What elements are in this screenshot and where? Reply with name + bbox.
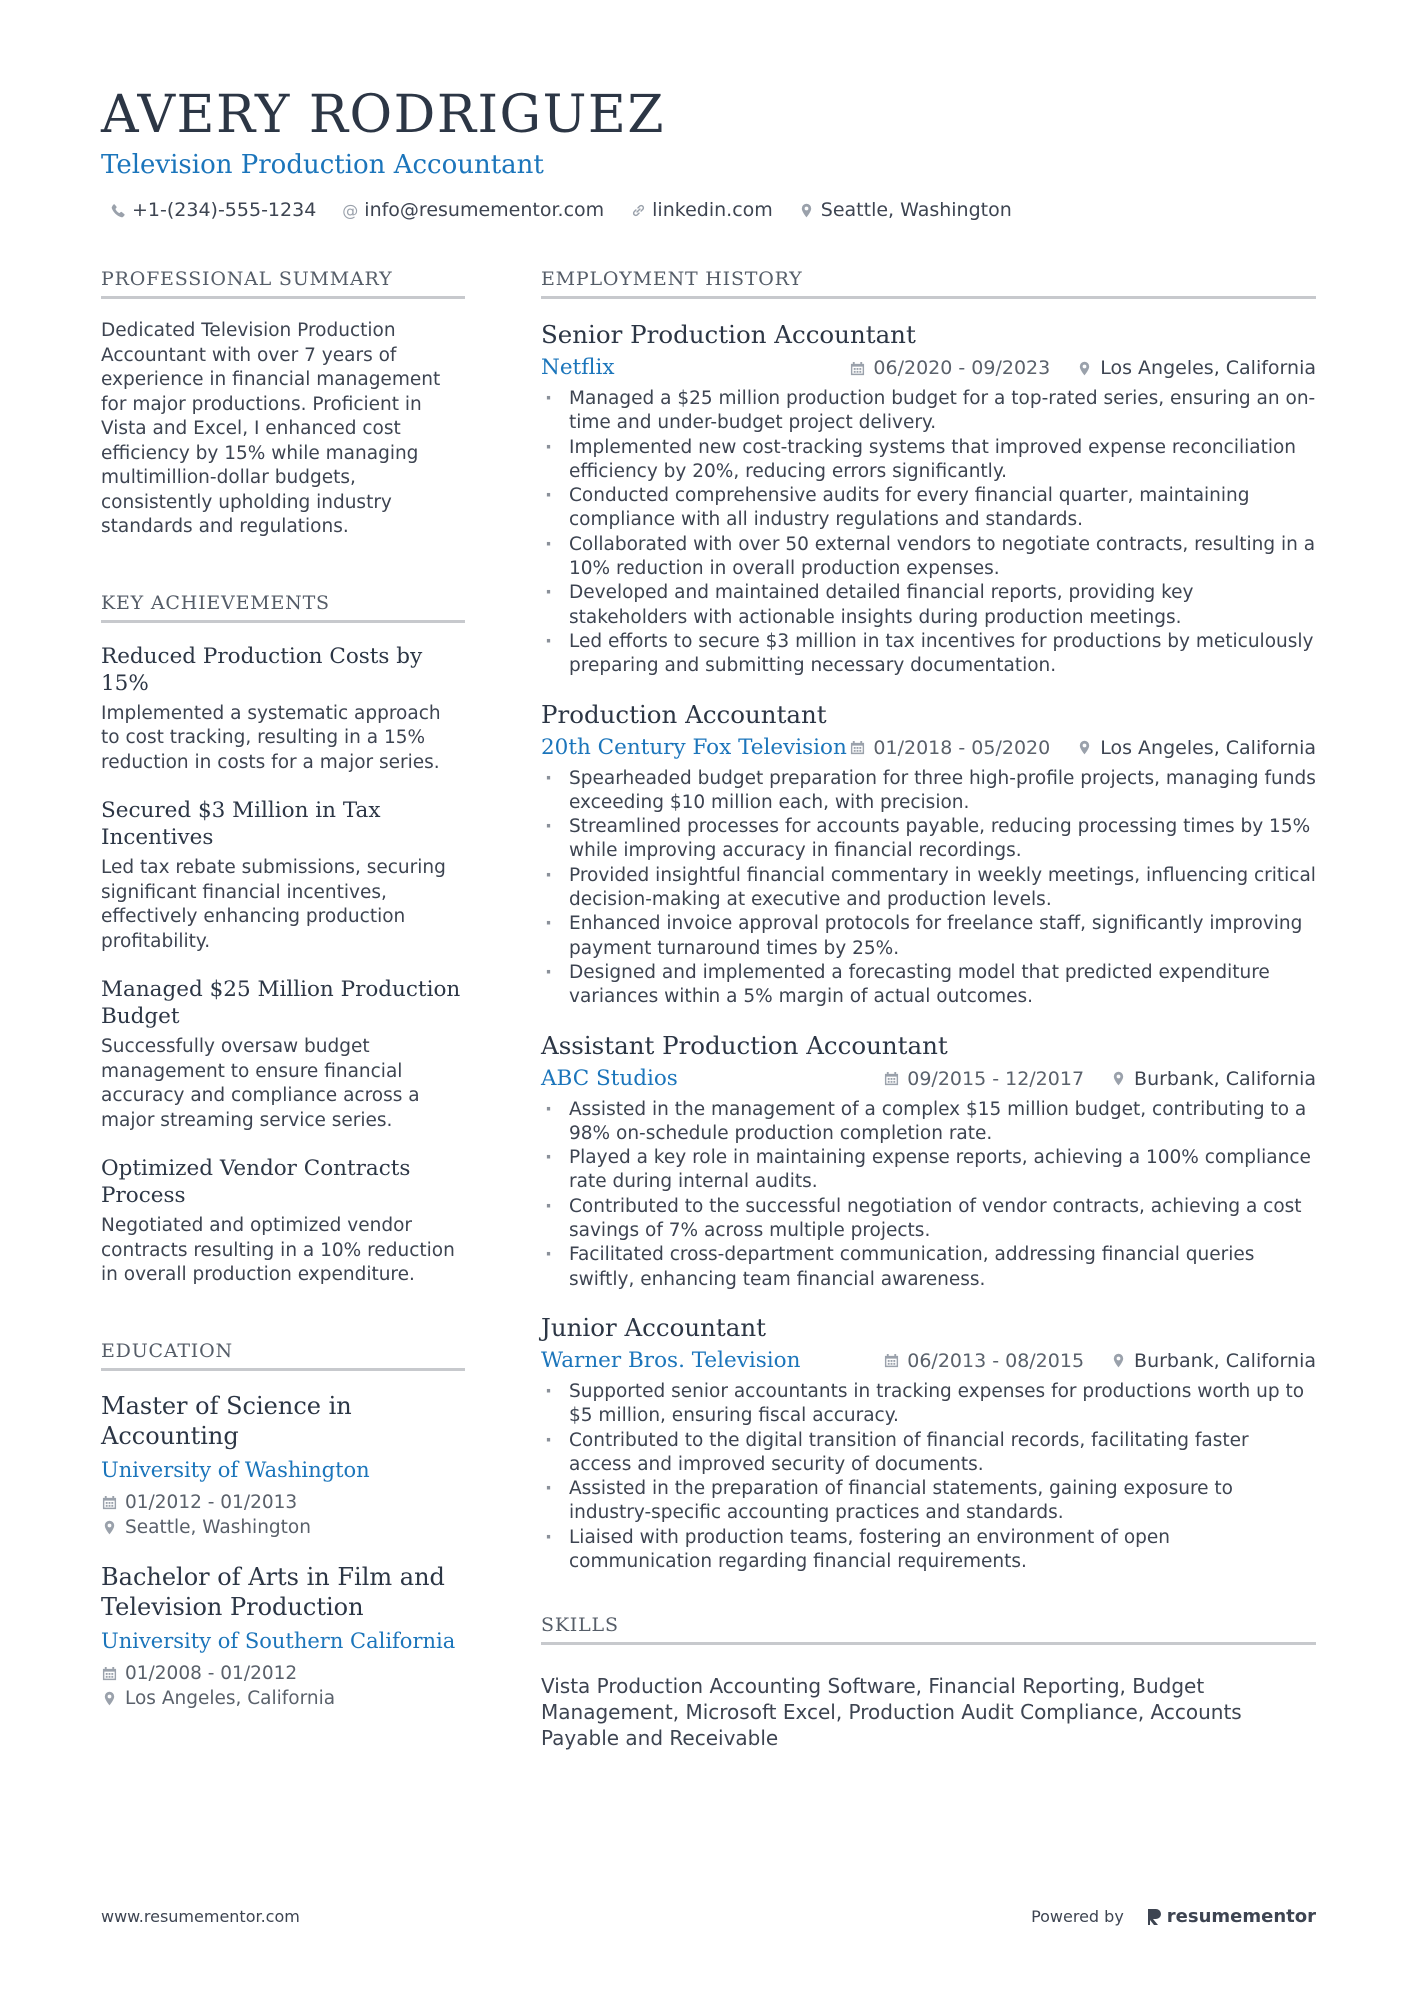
- achievement-item: [101, 976, 465, 1133]
- footer-website-link[interactable]: www.resumementor.com: [101, 1907, 300, 1926]
- map-pin-icon: [799, 201, 815, 219]
- job-entry: [541, 319, 1316, 679]
- summary-heading: PROFESSIONAL SUMMARY: [101, 268, 465, 299]
- job-bullets: [541, 767, 1316, 1010]
- job-entry: [541, 699, 1316, 1010]
- map-pin-icon: [1076, 739, 1092, 757]
- job-location: [1110, 1068, 1316, 1090]
- job-location: [1076, 357, 1316, 379]
- brand-logo-icon: [1146, 1907, 1162, 1927]
- job-dates: [849, 737, 1050, 759]
- achievements-section: [101, 592, 465, 1288]
- contact-email[interactable]: [342, 199, 604, 221]
- job-meta-row: [541, 1064, 1316, 1094]
- job-bullet: · Facilitated cross-department communication, addressing financial queries swiftly, enhancing team financial awareness.: [541, 1243, 1316, 1292]
- resume-header: [101, 82, 1321, 221]
- job-location-text: Los Angeles, California: [1100, 357, 1316, 379]
- job-dates: [849, 357, 1050, 379]
- job-title: Junior Accountant: [541, 1312, 766, 1342]
- job-location-text: Burbank, California: [1134, 1067, 1316, 1090]
- company-name: ABC Studios: [541, 1065, 678, 1091]
- job-entry: [541, 1030, 1316, 1292]
- company-name: Warner Bros. Television: [541, 1347, 801, 1373]
- education-dates: [101, 1490, 465, 1515]
- map-pin-icon: [1110, 1352, 1126, 1370]
- job-bullets: [541, 387, 1316, 679]
- job-bullet: · Conducted comprehensive audits for every financial quarter, maintaining compliance with all industry regulations and standards.: [541, 484, 1316, 533]
- education-location-text: Seattle, Washington: [125, 1516, 311, 1538]
- candidate-name: AVERY RODRIGUEZ: [101, 85, 666, 145]
- school-name: University of Southern California: [101, 1628, 456, 1653]
- brand-logo[interactable]: [1146, 1906, 1316, 1927]
- right-column: [541, 268, 1316, 1751]
- employment-heading: EMPLOYMENT HISTORY: [541, 268, 1316, 299]
- link-icon: [630, 201, 646, 219]
- skills-section: [541, 1614, 1316, 1751]
- job-meta-row: [541, 353, 1316, 383]
- education-item: [101, 1562, 465, 1711]
- achievement-text: Successfully oversaw budget management to ensure financial accuracy and compliance across a major streaming service series.: [101, 1036, 420, 1131]
- education-dates-text: 01/2012 - 01/2013: [125, 1491, 298, 1513]
- contact-bar: [101, 199, 1321, 221]
- skills-text: Vista Production Accounting Software, Financial Reporting, Budget Management, Microsoft Excel, Production Audit Compliance, Accounts Payable and Receivable: [541, 1674, 1242, 1751]
- job-location: [1110, 1350, 1316, 1372]
- achievement-item: [101, 1155, 465, 1288]
- summary-text: Dedicated Television Production Accountant with over 7 years of experience in financial management for major productions. Proficient in Vista and Excel, I enhanced cost efficiency by 15% while managing multimillion-dollar budgets, consistently upholding industry standards and regulations.: [101, 320, 441, 537]
- calendar-icon: [883, 1070, 899, 1088]
- map-pin-icon: [1076, 359, 1092, 377]
- job-bullet: · Spearheaded budget preparation for three high-profile projects, managing funds exceeding $10 million each, with precision.: [541, 767, 1316, 816]
- job-dates: [883, 1068, 1084, 1090]
- skills-heading: SKILLS: [541, 1614, 1316, 1645]
- map-pin-icon: [101, 1689, 117, 1707]
- job-meta-row: [541, 1346, 1316, 1376]
- job-dates-text: 01/2018 - 05/2020: [873, 736, 1051, 759]
- education-section: [101, 1340, 465, 1711]
- powered-by-label: Powered by: [1031, 1907, 1124, 1926]
- at-icon: @: [342, 200, 359, 220]
- achievement-text: Implemented a systematic approach to cost tracking, resulting in a 15% reduction in costs for a major series.: [101, 702, 441, 773]
- job-bullet: · Enhanced invoice approval protocols for freelance staff, significantly improving payment turnaround times by 25%.: [541, 912, 1316, 961]
- job-location-text: Burbank, California: [1134, 1349, 1316, 1372]
- job-meta: [883, 1068, 1316, 1090]
- job-entry: [541, 1312, 1316, 1574]
- achievements-heading: KEY ACHIEVEMENTS: [101, 592, 465, 623]
- location-text: Seattle, Washington: [820, 199, 1012, 221]
- job-title: Senior Production Accountant: [541, 320, 916, 349]
- email-text: info@resumementor.com: [364, 199, 605, 221]
- achievement-title: Managed $25 Million Production Budget: [101, 977, 461, 1029]
- job-bullet: · Provided insightful financial commentary in weekly meetings, influencing critical decision-making at executive and production levels.: [541, 864, 1316, 913]
- map-pin-icon: [101, 1518, 117, 1536]
- achievement-title: Optimized Vendor Contracts Process: [101, 1156, 411, 1208]
- job-bullet: · Assisted in the management of a complex $15 million budget, contributing to a 98% on-schedule production completion rate.: [541, 1098, 1316, 1147]
- contact-linkedin[interactable]: [630, 199, 773, 221]
- brand-name: resumementor: [1166, 1906, 1316, 1927]
- education-location: [101, 1515, 465, 1540]
- job-location: [1076, 737, 1316, 759]
- job-bullet: · Contributed to the digital transition of financial records, facilitating faster access and improved security of documents.: [541, 1429, 1316, 1478]
- job-dates-text: 06/2020 - 09/2023: [873, 357, 1051, 379]
- left-column: [101, 268, 465, 1733]
- job-bullet: · Managed a $25 million production budget for a top-rated series, ensuring an on-time and under-budget project delivery.: [541, 387, 1316, 436]
- employment-section: [541, 268, 1316, 1574]
- calendar-icon: [101, 1493, 117, 1511]
- job-bullet: · Contributed to the successful negotiation of vendor contracts, achieving a cost savings of 7% across multiple projects.: [541, 1195, 1316, 1244]
- contact-location: [799, 199, 1012, 221]
- job-bullets: [541, 1098, 1316, 1292]
- job-bullet: · Developed and maintained detailed financial reports, providing key stakeholders with actionable insights during production meetings.: [541, 581, 1316, 630]
- job-dates-text: 06/2013 - 08/2015: [907, 1349, 1085, 1372]
- education-dates: [101, 1661, 465, 1686]
- powered-by: [1031, 1906, 1316, 1927]
- job-title: Assistant Production Accountant: [541, 1030, 948, 1060]
- degree-title: Bachelor of Arts in Film and Television Production: [101, 1562, 445, 1621]
- job-meta: [849, 357, 1316, 379]
- job-dates: [883, 1350, 1084, 1372]
- job-bullet: · Implemented new cost-tracking systems that improved expense reconciliation efficiency by 20%, reducing errors significantly.: [541, 436, 1316, 485]
- job-title: Production Accountant: [541, 699, 827, 729]
- phone-icon: [110, 201, 126, 219]
- job-dates-text: 09/2015 - 12/2017: [907, 1067, 1085, 1090]
- job-bullet: · Collaborated with over 50 external vendors to negotiate contracts, resulting in a 10% reduction in overall production expenses.: [541, 533, 1316, 582]
- job-meta: [849, 737, 1316, 759]
- job-bullet: · Assisted in the preparation of financial statements, gaining exposure to industry-specific accounting practices and standards.: [541, 1477, 1316, 1526]
- school-name: University of Washington: [101, 1457, 370, 1482]
- calendar-icon: [849, 359, 865, 377]
- contact-phone[interactable]: [110, 199, 316, 221]
- education-dates-text: 01/2008 - 01/2012: [125, 1662, 298, 1684]
- summary-section: [101, 268, 465, 540]
- job-meta: [883, 1350, 1316, 1372]
- education-item: [101, 1391, 465, 1540]
- linkedin-text: linkedin.com: [652, 199, 773, 221]
- achievement-item: [101, 643, 465, 776]
- education-location-text: Los Angeles, California: [125, 1687, 336, 1709]
- job-bullet: · Led efforts to secure $3 million in tax incentives for productions by meticulously preparing and submitting necessary documentation.: [541, 630, 1316, 679]
- calendar-icon: [883, 1352, 899, 1370]
- job-bullet: · Liaised with production teams, fostering an environment of open communication regarding financial requirements.: [541, 1526, 1316, 1575]
- degree-title: Master of Science in Accounting: [101, 1391, 352, 1450]
- job-bullet: · Played a key role in maintaining expense reports, achieving a 100% compliance rate during internal audits.: [541, 1146, 1316, 1195]
- phone-text: +1-(234)-555-1234: [132, 199, 317, 221]
- achievement-item: [101, 797, 465, 954]
- company-name: Netflix: [541, 355, 615, 380]
- calendar-icon: [849, 739, 865, 757]
- achievement-text: Led tax rebate submissions, securing significant financial incentives, effectively enhancing production profitability.: [101, 857, 446, 952]
- calendar-icon: [101, 1664, 117, 1682]
- education-heading: EDUCATION: [101, 1340, 465, 1371]
- candidate-title: Television Production Accountant: [101, 150, 544, 180]
- achievement-text: Negotiated and optimized vendor contracts resulting in a 10% reduction in overall production expenditure.: [101, 1215, 455, 1285]
- job-bullet: · Streamlined processes for accounts payable, reducing processing times by 15% while improving accuracy in financial recordings.: [541, 815, 1316, 864]
- education-location: [101, 1686, 465, 1711]
- job-bullets: [541, 1380, 1316, 1574]
- job-bullet: · Designed and implemented a forecasting model that predicted expenditure variances within a 5% margin of actual outcomes.: [541, 961, 1316, 1010]
- page-footer: [101, 1906, 1316, 1927]
- map-pin-icon: [1110, 1070, 1126, 1088]
- achievement-title: Secured $3 Million in Tax Incentives: [101, 798, 381, 850]
- job-location-text: Los Angeles, California: [1100, 736, 1316, 759]
- company-name: 20th Century Fox Television: [541, 734, 847, 760]
- job-meta-row: [541, 733, 1316, 763]
- job-bullet: · Supported senior accountants in tracking expenses for productions worth up to $5 million, ensuring fiscal accuracy.: [541, 1380, 1316, 1429]
- achievement-title: Reduced Production Costs by 15%: [101, 643, 423, 696]
